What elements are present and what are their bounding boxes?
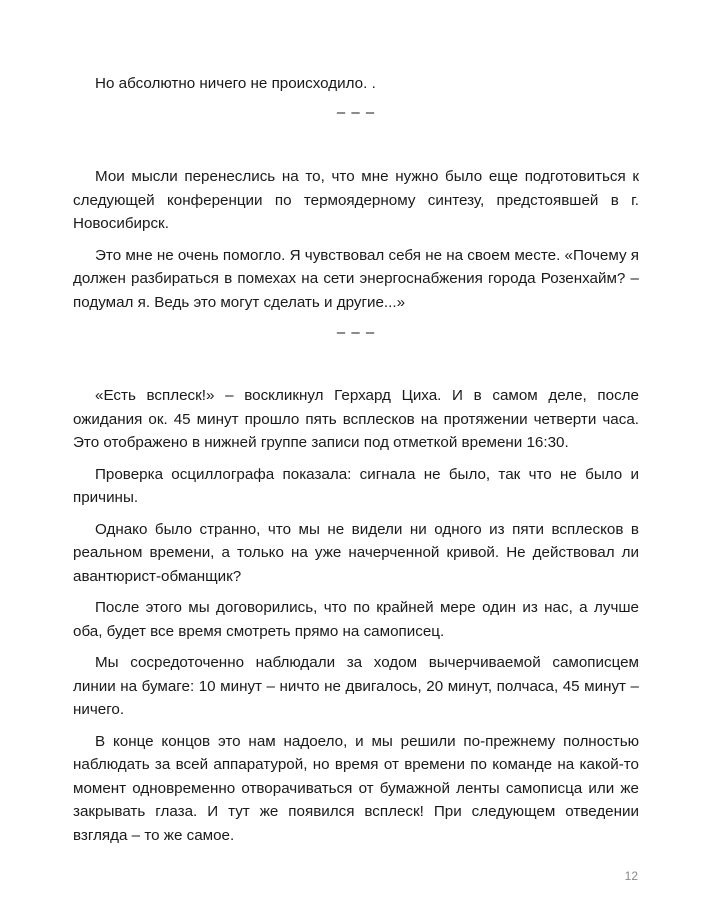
paragraph-5: Проверка осциллографа показала: сигнала не было, так что не было и причины. (73, 465, 639, 506)
paragraph-7: После этого мы договорились, что по крайней мере один из нас, а лучше оба, будет все время смотреть прямо на самописец. (73, 599, 639, 640)
paragraph-6: Однако было странно, что мы не видели ни одного из пяти всплесков в реальном времени, а только на уже начерченной кривой. Не действовал ли авантюрист-обманщик? (73, 520, 639, 585)
section-separator-2: – – – (336, 324, 376, 341)
text-section-1 (73, 72, 639, 96)
paragraph-1: Но абсолютно ничего не происходило. . (95, 75, 376, 92)
paragraph-2: Мои мысли перенеслись на то, что мне нужно было еще подготовиться к следующей конференции по термоядерному синтезу, предстоявшей в г. Новосибирск. (73, 168, 639, 232)
paragraph-9: В конце концов это нам надоело, и мы решили по-прежнему полностью наблюдать за всей аппаратурой, но время от времени по команде на какой-то момент одновременно отворачиваться от бумажной ленты самописца или же закрывать глаза. И тут же появился всплеск! При следующем отведении взгляда – то же самое. (73, 732, 639, 844)
text-section-3 (73, 384, 639, 847)
page-number: 12 (624, 869, 638, 883)
paragraph-8: Мы сосредоточенно наблюдали за ходом вычерчиваемой самописцем линии на бумаге: 10 минут – ничто не двигалось, 20 минут, полчаса, 45 минут – ничего. (73, 654, 639, 718)
section-separator-1: – – – (336, 104, 376, 121)
paragraph-4: «Есть всплеск!» – воскликнул Герхард Циха. И в самом деле, после ожидания ок. 45 минут прошло пять всплесков на протяжении четверти часа. Это отображено в нижней группе записи под отметкой времени 16:30. (73, 387, 639, 451)
paragraph-3: Это мне не очень помогло. Я чувствовал себя не на своем месте. «Почему я должен разбираться в помехах на сети энергоснабжения города Розенхайм? – подумал я. Ведь это могут сделать и другие...» (73, 246, 639, 311)
text-section-2 (73, 165, 639, 314)
